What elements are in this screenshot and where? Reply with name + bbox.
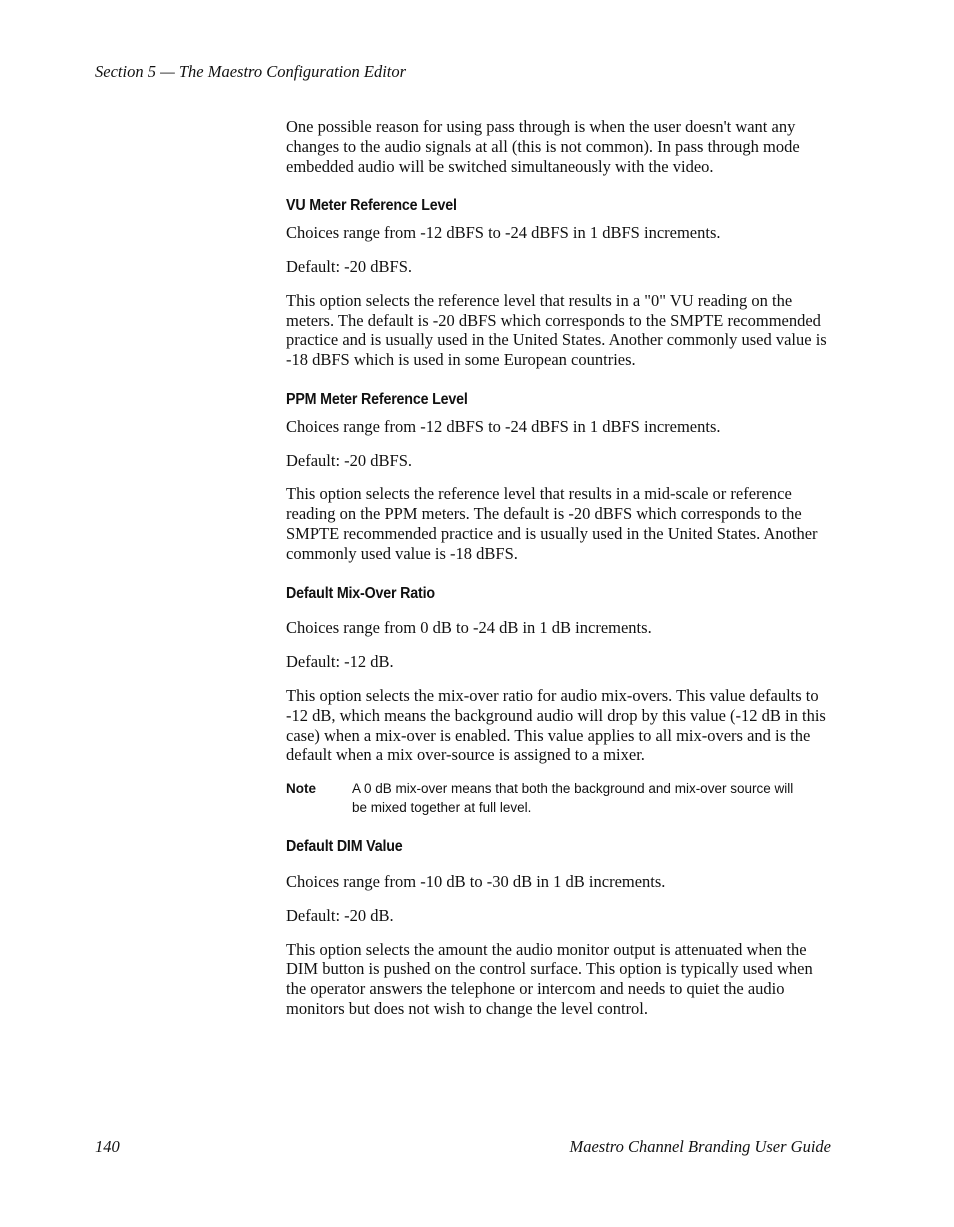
book-title: Maestro Channel Branding User Guide — [569, 1137, 831, 1156]
note-text: A 0 dB mix-over means that both the background and mix-over source will be mixed together at full level. — [352, 781, 794, 816]
mix-over-choices: Choices range from 0 dB to -24 dB in 1 dB increments. — [286, 618, 652, 638]
note-label: Note — [286, 781, 316, 797]
vu-description: This option selects the reference level that results in a "0" VU reading on the meters. The default is -20 dBFS which corresponds to the SMPTE recommended practice and is usually used in the United States. Another commonly used value is -18 dBFS which is used in some European countries. — [286, 290, 827, 370]
mix-over-default: Default: -12 dB. — [286, 652, 394, 672]
dim-choices: Choices range from -10 dB to -30 dB in 1 dB increments. — [286, 871, 666, 891]
section-heading-ppm-meter: PPM Meter Reference Level — [286, 390, 468, 408]
running-header: Section 5 — The Maestro Configuration Editor — [95, 62, 407, 81]
ppm-description: This option selects the reference level that results in a mid-scale or reference reading on the PPM meters. The default is -20 dBFS which corresponds to the SMPTE recommended practice and is usually used in the United States. Another commonly used value is -18 dBFS. — [286, 484, 818, 563]
section-heading-vu-meter: VU Meter Reference Level — [286, 197, 457, 215]
page-number: 140 — [95, 1137, 120, 1156]
section-heading-mix-over: Default Mix-Over Ratio — [286, 584, 435, 602]
ppm-choices: Choices range from -12 dBFS to -24 dBFS in 1 dBFS increments. — [286, 416, 721, 436]
dim-description: This option selects the amount the audio monitor output is attenuated when the DIM button is pushed on the control surface. This option is typically used when the operator answers the telephone or intercom and needs to quiet the audio monitors but does not wish to change the level control. — [286, 939, 813, 1018]
ppm-default: Default: -20 dBFS. — [286, 450, 413, 470]
mix-over-note — [286, 779, 831, 817]
page-body — [286, 117, 831, 1033]
vu-choices: Choices range from -12 dBFS to -24 dBFS in 1 dBFS increments. — [286, 223, 721, 243]
dim-default: Default: -20 dB. — [286, 905, 394, 925]
mix-over-description: This option selects the mix-over ratio for audio mix-overs. This value defaults to -12 dB, which means the background audio will drop by this value (-12 dB in this case) when a mix-over is enabled. This value applies to all mix-overs and is the default when a mix over-source is assigned to a mixer. — [286, 685, 826, 765]
section-heading-dim-value: Default DIM Value — [286, 838, 403, 856]
vu-default: Default: -20 dBFS. — [286, 256, 413, 276]
intro-paragraph: One possible reason for using pass through is when the user doesn't want any changes to the audio signals at all (this is not common). In pass through mode embedded audio will be switched simultaneously with the video. — [286, 117, 800, 176]
